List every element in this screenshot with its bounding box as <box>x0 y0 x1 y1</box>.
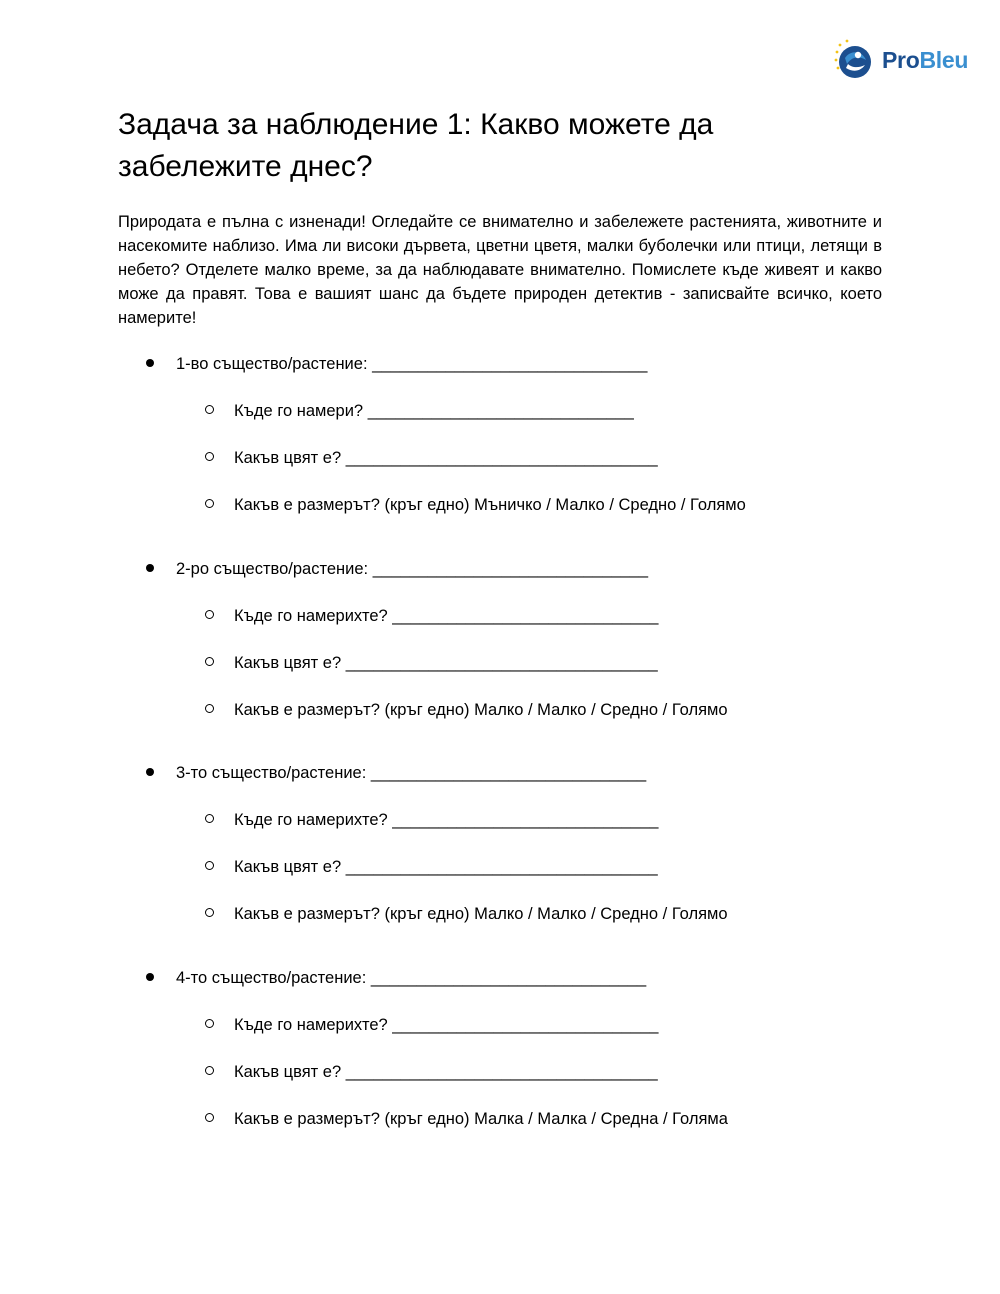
color-text: Какъв цвят е? __________________________________ <box>234 654 658 672</box>
color-text: Какъв цвят е? __________________________________ <box>234 858 658 876</box>
probleu-logo-icon <box>832 38 876 82</box>
creature-2-label <box>146 559 648 579</box>
size-text: Какъв е размерът? (кръг едно) Малко / Малко / Средно / Голямо <box>234 905 728 923</box>
bullet-disc-icon <box>146 973 154 981</box>
bullet-circle-icon <box>205 861 214 870</box>
where-text: Къде го намери? _____________________________ <box>234 402 634 420</box>
creature-1-where <box>205 401 634 421</box>
logo-text-pro: Pro <box>882 46 920 73</box>
bullet-circle-icon <box>205 499 214 508</box>
creature-label-text: 1-во същество/растение: ______________________________ <box>176 355 648 373</box>
creature-4-color <box>205 1062 658 1082</box>
where-text: Къде го намерихте? _____________________________ <box>234 811 659 829</box>
color-text: Какъв цвят е? __________________________________ <box>234 449 658 467</box>
creature-2-where <box>205 606 658 626</box>
bullet-circle-icon <box>205 610 214 619</box>
size-text: Какъв е размерът? (кръг едно) Малка / Малка / Средна / Голяма <box>234 1110 728 1128</box>
creature-4-size <box>205 1109 728 1129</box>
creature-3-where <box>205 810 658 830</box>
creature-3-size <box>205 904 728 924</box>
creature-label-text: 4-то същество/растение: ______________________________ <box>176 969 647 987</box>
bullet-circle-icon <box>205 704 214 713</box>
bullet-circle-icon <box>205 908 214 917</box>
bullet-disc-icon <box>146 564 154 572</box>
bullet-circle-icon <box>205 657 214 666</box>
page-title: Задача за наблюдение 1: Какво можете да забележите днес? <box>118 108 714 183</box>
bullet-circle-icon <box>205 1113 214 1122</box>
intro-paragraph: Природата е пълна с изненади! Огледайте се внимателно и забележете растенията, животните и насекомите наблизо. Има ли високи дървета, цветни цветя, малки буболечки или птици, летящи в небето? Отделете малко време, за да наблюдавате внимателно. Помислете къде живеят и какво може да правят. Това е вашият шанс да бъдете природен детектив - записвайте всичко, което намерите! <box>118 213 882 327</box>
bullet-disc-icon <box>146 768 154 776</box>
creature-1-color <box>205 448 658 468</box>
bullet-circle-icon <box>205 405 214 414</box>
bullet-disc-icon <box>146 359 154 367</box>
bullet-circle-icon <box>205 814 214 823</box>
probleu-logo <box>832 38 982 82</box>
creature-2-size <box>205 700 728 720</box>
where-text: Къде го намерихте? _____________________________ <box>234 607 659 625</box>
logo-wordmark <box>882 47 968 74</box>
size-text: Какъв е размерът? (кръг едно) Малко / Малко / Средно / Голямо <box>234 701 728 719</box>
creature-1-label <box>146 354 647 374</box>
bullet-circle-icon <box>205 1019 214 1028</box>
bullet-circle-icon <box>205 452 214 461</box>
creature-2-color <box>205 653 658 673</box>
creature-label-text: 3-то същество/растение: ______________________________ <box>176 764 647 782</box>
size-text: Какъв е размерът? (кръг едно) Мъничко / Малко / Средно / Голямо <box>234 496 746 514</box>
creature-4-where <box>205 1015 658 1035</box>
creature-4-label <box>146 968 646 988</box>
logo-text-bleu: Bleu <box>919 46 969 73</box>
bullet-circle-icon <box>205 1066 214 1075</box>
color-text: Какъв цвят е? __________________________________ <box>234 1063 658 1081</box>
where-text: Къде го намерихте? _____________________________ <box>234 1016 659 1034</box>
creature-1-size <box>205 495 746 515</box>
creature-label-text: 2-ро същество/растение: ______________________________ <box>176 560 649 578</box>
creature-3-color <box>205 857 658 877</box>
creature-3-label <box>146 763 646 783</box>
